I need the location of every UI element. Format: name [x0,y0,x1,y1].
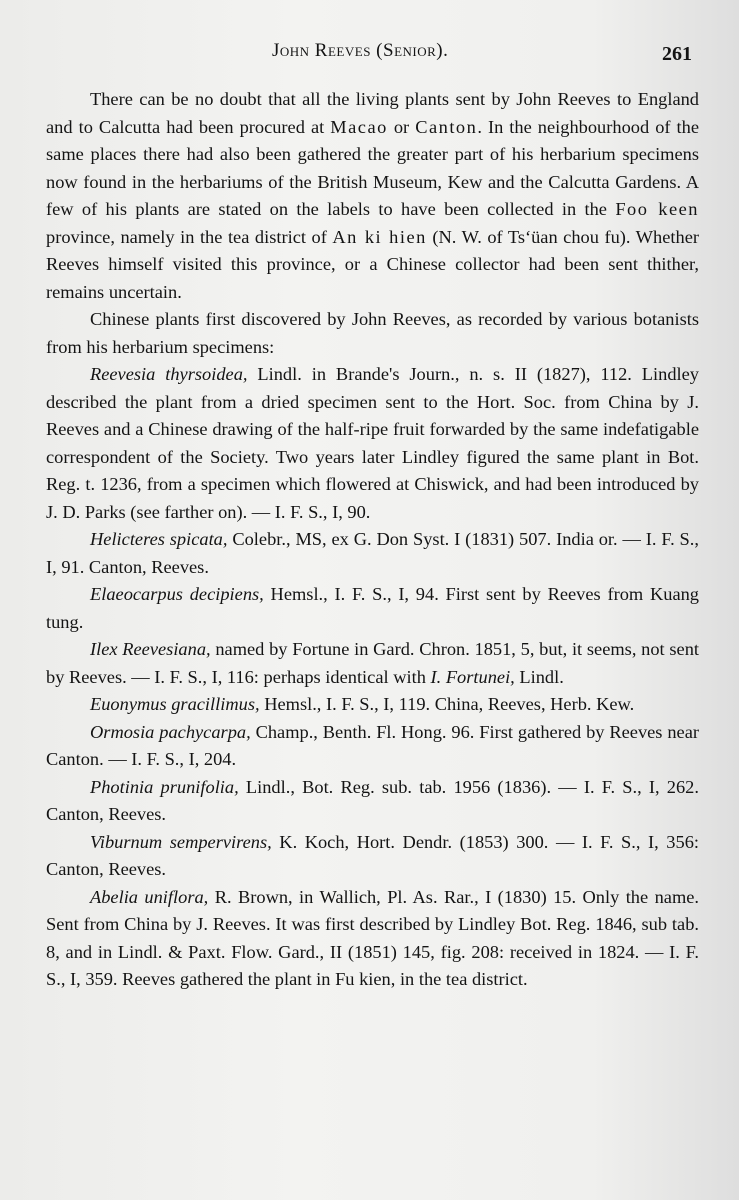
plant-entry [46,829,699,884]
species-name: Photinia prunifolia, [90,776,239,797]
page-header [0,40,739,70]
plant-entry [46,581,699,636]
plant-entry [46,774,699,829]
species-name: Euonymus gracillimus, [90,694,260,714]
entry-text: Lindl. [514,666,564,687]
place-name-canton: Canton [415,116,478,137]
entry-text: Lindl. in Brande's Journ., n. s. II (1827), 112. Lindley described the plant from a dried specimen sent to the Hort. Soc. from China by J. Reeves and a Chinese drawing of the half-ripe fruit forwarded by the same indefatigable correspondent of the Society. Two years later Lindley figured the same plant in Bot. Reg. t. 1236, from a specimen which flowered at Chiswick, and had been introduced by J. D. Parks (see farther on). — I. F. S., I, 90. [46,364,699,522]
plant-entry [46,691,699,719]
text-run: There can be no doubt that all the living plants sent by John Reeves to England and to Calcutta had been procured at [46,89,699,137]
body-text [46,86,699,994]
intro-paragraph [46,86,699,306]
entry-text: K. Koch, Hort. Dendr. (1853) 300. — I. F. S., I, 356: Canton, Reeves. [46,831,699,879]
species-name: Helicteres spicata, [90,529,228,549]
entry-text: Hemsl., I. F. S., I, 94. First sent by Reeves from Kuang tung. [46,584,700,632]
place-name-foo-keen: Foo keen [615,199,699,219]
text-run: province, namely in the tea district of [46,226,333,247]
entry-text: named by Fortune in Gard. Chron. 1851, 5, but, it seems, not sent by Reeves. — I. F. S., I, 116: perhaps identical with [46,639,699,687]
species-name: Ilex Reevesiana, [90,639,211,659]
text-run: (N. W. of Ts‘üan chou fu). Whether Reeves himself visited this province, or a Chinese collector had been sent thither, remains uncertain. [46,226,699,302]
page-number: 261 [662,43,692,65]
species-name: Viburnum sempervirens, [90,831,272,852]
running-head: John Reeves (Senior). [272,40,449,61]
species-name: Abelia uniflora, [90,886,209,907]
entry-text: Champ., Benth. Fl. Hong. 96. First gathered by Reeves near Canton. — I. F. S., I, 204. [46,721,700,769]
entry-text: R. Brown, in Wallich, Pl. As. Rar., I (1830) 15. Only the name. Sent from China by J. Reeves. It was first described by Lindley Bot. Reg. 1846, sub tab. 8, and in Lindl. & Paxt. Flow. Gard., II (1851) 145, fig. 208: received in 1824. — I. F. S., I, 359. Reeves gathered the plant in Fu kien, in the tea district. [46,886,700,989]
plant-entry [46,719,699,774]
species-name: Elaeocarpus decipiens, [90,584,264,604]
species-name: Ormosia pachycarpa, [90,721,251,742]
place-name-an-ki-hien: An ki hien [332,226,427,247]
plant-entry [46,526,699,581]
place-name-macao: Macao [330,116,388,137]
species-name: I. Fortunei, [430,666,515,687]
list-intro-paragraph: Chinese plants first discovered by John Reeves, as recorded by various botanists from his herbarium specimens: [46,309,699,357]
entry-text: Hemsl., I. F. S., I, 119. China, Reeves, Herb. Kew. [259,694,635,714]
plant-entry [46,884,699,994]
entry-text: Lindl., Bot. Reg. sub. tab. 1956 (1836). — I. F. S., I, 262. Canton, Reeves. [46,776,699,824]
plant-entry [46,361,699,526]
text-run: . In the neighbourhood of the same places there had also been gathered the greater part of his herbarium specimens now found in the herbariums of the British Museum, Kew and the Calcutta Gardens. A few of his plants are stated on the labels to have been collected in the [46,116,700,219]
species-name: Reevesia thyrsoidea, [90,364,248,384]
entry-text: Colebr., MS, ex G. Don Syst. I (1831) 507. India or. — I. F. S., I, 91. Canton, Reeves. [46,529,699,577]
plant-entry [46,636,699,691]
text-run: or [387,116,416,137]
